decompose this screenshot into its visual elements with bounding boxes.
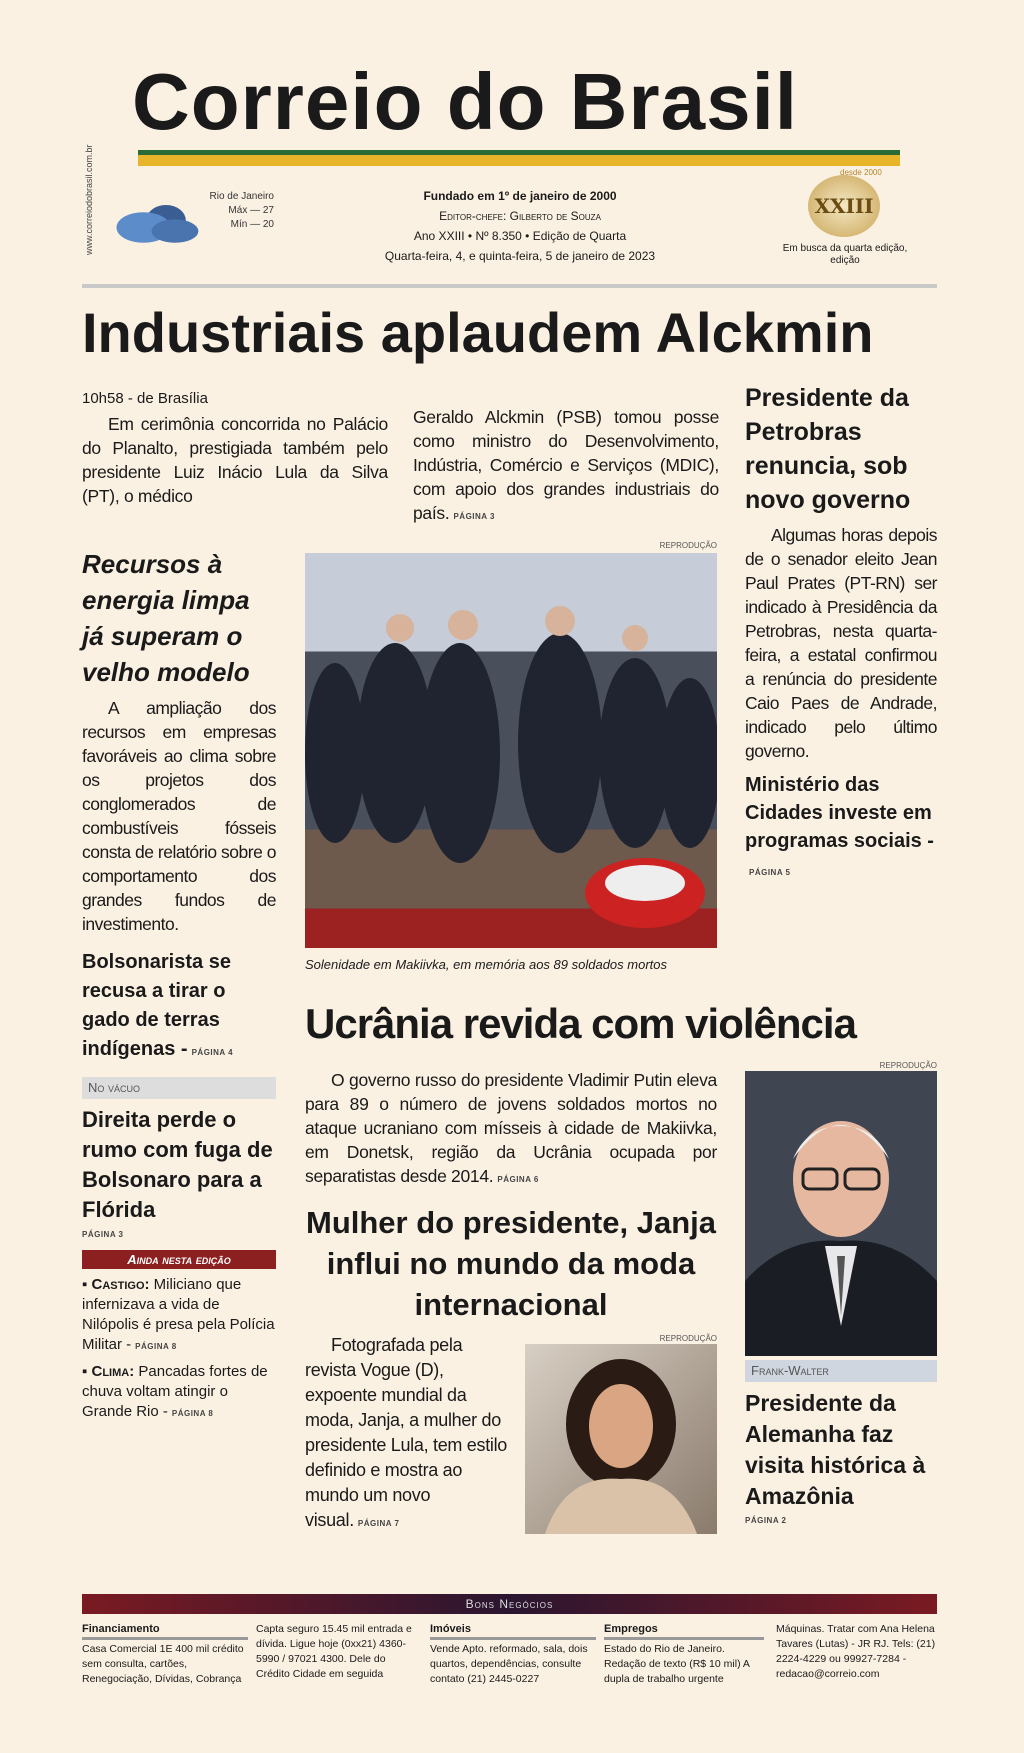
header-divider xyxy=(82,284,937,288)
photo-soldiers-ceremony xyxy=(305,553,717,948)
also-item-text: Pancadas fortes de chuva voltam atingir o Grande Rio - xyxy=(82,1363,268,1420)
ad-heading: Empregos xyxy=(604,1622,764,1640)
lead-src[interactable]: PÁGINA 3 xyxy=(453,512,495,521)
ukraine-headline[interactable]: Ucrânia revida com violência xyxy=(305,1000,856,1047)
masthead-stripe xyxy=(138,150,900,166)
ad-credito xyxy=(256,1622,422,1682)
weather-city: Rio de Janeiro xyxy=(209,191,274,202)
photo-steinmeier xyxy=(745,1071,937,1356)
novacuo-label: No vácuo xyxy=(82,1077,276,1099)
ad-contato xyxy=(776,1622,937,1682)
germany-credit: REPRODUÇÃO xyxy=(879,1061,937,1070)
ad-text: Vende Apto. reformado, sala, dois quartos, dependências, consulte contato (21) 2445-0227 xyxy=(430,1643,588,1685)
also-label: Ainda nesta edição xyxy=(82,1250,276,1269)
lead-col2-text: Geraldo Alckmin (PSB) tomou posse como ministro do Desenvolvimento, Indústria, Comércio e Serviços (MDIC), com apoio dos grandes industriais do país. xyxy=(413,407,719,523)
ukraine-body-text: O governo russo do presidente Vladimir Putin eleva para 89 o número de jovens soldados mortos no ataque ucraniano com mísseis à cidade de Makiivka, em Donetsk, região da Ucrânia ocupada por separatistas desde 2014. xyxy=(305,1070,717,1186)
germany-src[interactable]: PÁGINA 2 xyxy=(745,1516,787,1525)
also-item[interactable]: ▪ Castigo: Miliciano que infernizava a vida de Nilópolis é presa pela Polícia Militar - PÁGINA 8 xyxy=(82,1276,275,1353)
classifieds-banner: Bons Negócios xyxy=(82,1594,937,1614)
novacuo-headline[interactable]: Direita perde o rumo com fuga de Bolsonaro para a Flórida xyxy=(82,1107,273,1222)
germany-caption: Frank-Walter xyxy=(745,1360,937,1382)
website-vertical[interactable]: www.correiodobrasil.com.br xyxy=(84,144,94,255)
right-column-lower xyxy=(745,1060,937,1526)
left-column xyxy=(82,546,276,1424)
lead-col2 xyxy=(413,405,719,529)
novacuo-src[interactable]: PÁGINA 3 xyxy=(82,1230,124,1239)
janja-row xyxy=(305,1333,717,1536)
lead-headline[interactable]: Industriais aplaudem Alckmin xyxy=(82,301,874,364)
bolsonarista-headline[interactable]: Bolsonarista se recusa a tirar o gado de terras indígenas - xyxy=(82,951,231,1060)
cidades-item xyxy=(745,771,937,887)
ad-heading: Financiamento xyxy=(82,1622,248,1640)
right-column-upper xyxy=(745,381,937,887)
weather-box xyxy=(204,190,274,232)
weather-max: Máx — 27 xyxy=(228,205,274,216)
middle-lower-column xyxy=(305,1068,717,1536)
photo-janja xyxy=(525,1344,717,1534)
also-item-src[interactable]: PÁGINA 8 xyxy=(135,1342,177,1351)
edition-date: Quarta-feira, 4, e quinta-feira, 5 de janeiro de 2023 xyxy=(384,249,656,263)
also-item[interactable]: ▪ Clima: Pancadas fortes de chuva voltam atingir o Grande Rio - PÁGINA 8 xyxy=(82,1363,268,1420)
cloud-icon xyxy=(112,198,202,248)
germany-headline[interactable]: Presidente da Alemanha faz visita histórica à Amazônia xyxy=(745,1390,926,1509)
seal-caption: Em busca da quarta edição, edição xyxy=(782,243,908,266)
ad-text: Casa Comercial 1E 400 mil crédito sem consulta, cartões, Renegociação, Dívidas, Cobrança xyxy=(82,1643,244,1685)
janja-body xyxy=(305,1333,515,1536)
photo1-caption: Solenidade em Makiivka, em memória aos 89 soldados mortos xyxy=(305,957,668,972)
energy-headline[interactable]: Recursos à energia limpa já superam o velho modelo xyxy=(82,549,250,687)
janja-src[interactable]: PÁGINA 7 xyxy=(357,1519,400,1528)
masthead-title: Correio do Brasil xyxy=(132,57,799,146)
also-item-src[interactable]: PÁGINA 8 xyxy=(171,1409,214,1418)
edition-info xyxy=(310,186,730,266)
ad-empregos xyxy=(604,1622,764,1687)
weather-min: Mín — 20 xyxy=(230,219,274,230)
lead-col1: Em cerimônia concorrida no Palácio do Planalto, prestigiada também pelo presidente Luiz Inácio Lula da Silva (PT), o médico xyxy=(82,414,388,506)
bolsonarista-src[interactable]: PÁGINA 4 xyxy=(191,1048,234,1057)
seal-text: XXIII xyxy=(814,194,874,218)
janja-credit: REPRODUÇÃO xyxy=(659,1334,717,1343)
also-item-text: Miliciano que infernizava a vida de Nilópolis é presa pela Polícia Militar - xyxy=(82,1276,275,1353)
petrobras-body: Algumas horas depois de o senador eleito Jean Paul Prates (PT-RN) ser indicado à Presidência da Petrobras, nesta quarta-feira, a estatal confirmou a renúncia do presidente Caio Paes de Andrade, indicado pelo último governo. xyxy=(745,525,937,761)
ad-text: Capta seguro 15.45 mil entrada e dívida. Ligue hoje (0xx21) 4360-5990 / 97021 4300. Dele do Crédito Cidade em seguida xyxy=(256,1623,412,1680)
cidades-headline[interactable]: Ministério das Cidades investe em programas sociais - xyxy=(745,774,934,852)
editor: Editor-chefe: Gilberto de Souza xyxy=(439,209,601,223)
ad-imoveis xyxy=(430,1622,596,1687)
masthead-subtitle: desde 2000 xyxy=(840,168,882,177)
edition-number: Ano XXIII • Nº 8.350 • Edição de Quarta xyxy=(413,229,627,243)
ad-text: Estado do Rio de Janeiro. Redação de texto (R$ 10 mil) A dupla de trabalho urgente xyxy=(604,1643,750,1685)
founded: Fundado em 1º de janeiro de 2000 xyxy=(423,189,617,203)
ad-financiamento xyxy=(82,1622,248,1687)
janja-body-text: Fotografada pela revista Vogue (D), expoente mundial da moda, Janja, a mulher do presidente Lula, tem estilo definido e mostra ao mundo um novo visual. xyxy=(305,1335,508,1530)
portrait-illustration xyxy=(745,1071,937,1356)
ukraine-src[interactable]: PÁGINA 6 xyxy=(497,1175,539,1184)
also-item-tag: Castigo: xyxy=(91,1276,150,1293)
lead-time: 10h58 - de Brasília xyxy=(82,390,208,407)
petrobras-headline[interactable]: Presidente da Petrobras renuncia, sob novo governo xyxy=(745,384,911,514)
cidades-src[interactable]: PÁGINA 5 xyxy=(749,868,791,877)
janja-headline[interactable]: Mulher do presidente, Janja influi no mundo da moda internacional xyxy=(306,1205,716,1322)
bolsonarista-item xyxy=(82,948,276,1067)
anniversary-seal xyxy=(808,175,880,237)
soldiers-illustration xyxy=(305,553,717,948)
also-item-tag: Clima: xyxy=(91,1363,135,1380)
energy-body: A ampliação dos recursos em empresas favoráveis ao clima sobre os projetos dos conglomerados de combustíveis fósseis consta de relatório sobre o comportamento dos grandes fundos de investimento. xyxy=(82,698,276,934)
photo1-credit: REPRODUÇÃO xyxy=(659,541,717,550)
also-list xyxy=(82,1275,276,1424)
janja-illustration xyxy=(525,1344,717,1534)
ad-heading: Imóveis xyxy=(430,1622,596,1640)
ukraine-body xyxy=(305,1068,717,1192)
janja-photo-block xyxy=(525,1333,717,1536)
ad-text: Máquinas. Tratar com Ana Helena Tavares (Lutas) - JR RJ. Tels: (21) 2224-4229 ou 99927-7284 - redacao@correio.com xyxy=(776,1623,936,1680)
